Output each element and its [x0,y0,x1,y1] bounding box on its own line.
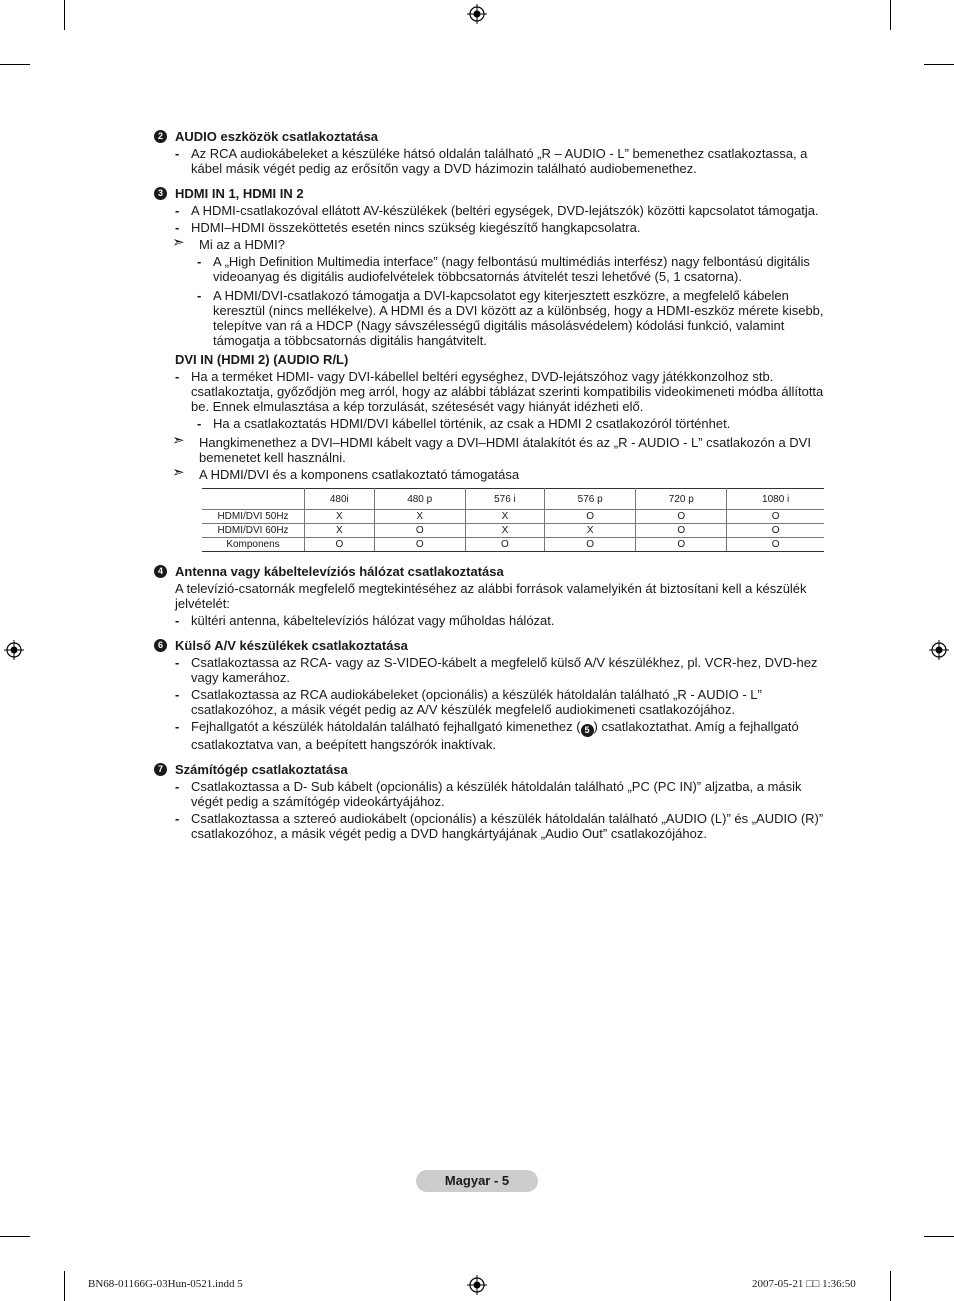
section-title: Antenna vagy kábeltelevíziós hálózat csatlakoztatása [175,564,504,579]
list-item: - A „High Definition Multimedia interface” (nagy felbontású multimédiás interfész) nagy felbontású digitális videoanyag és digitális audiofelvételek többcsatornás átvitelét teszi lehetővé (5, 1 csatorna). [197,254,810,284]
section-heading [154,638,826,653]
page-number-badge: Magyar - 5 [416,1170,538,1192]
table-header-row: 480i 480 p 576 i 576 p 720 p 1080 i [202,489,824,510]
list-item: - Csatlakoztassa a sztereó audiokábelt (opcionális) a készülék hátoldalán található „AUDIO (L)” és „AUDIO (R)” csatlakozóhoz, a másik végét pedig a DVD hangkártyájának „Audio Out” csatlakozójához. [175,811,824,841]
section-number-badge: 6 [154,639,167,652]
crop-mark [924,64,954,65]
registration-mark-icon [4,640,24,660]
list-item: - A HDMI/DVI-csatlakozó támogatja a DVI-kapcsolatot egy kiterjesztett eszközre, a megfelelő kábelen keresztül (nincs mellékelve). A HDMI és a DVI között az a különbség, hogy a HDMI-eszköz mérete kisebb, telepítve van rá a HDCP (Nagy sávszélességű digitális másolásvédelem) kódolási funkció, valamint támogatja a többcsatornás digitális hangátvitelt. [197,288,824,348]
list-item: - HDMI–HDMI összeköttetés esetén nincs szükség kiegészítő hangkapcsolatra. [175,220,641,235]
table-row: HDMI/DVI 60Hz X O X X O O [202,524,824,538]
list-item: - kültéri antenna, kábeltelevíziós hálózat vagy műholdas hálózat. [175,613,555,628]
note: ➣ Hangkimenethez a DVI–HDMI kábelt vagy a DVI–HDMI átalakítót és az „R - AUDIO - L” csatlakozón a DVI bemenetet kell használni. [172,432,811,465]
section-number-badge: 4 [154,565,167,578]
dvi-subheading: DVI IN (HDMI 2) (AUDIO R/L) [175,352,349,367]
crop-mark [890,0,891,30]
section-heading [154,129,826,144]
section-title: Számítógép csatlakoztatása [175,762,348,777]
section-title: Külső A/V készülékek csatlakoztatása [175,638,408,653]
list-item: - Csatlakoztassa az RCA- vagy az S-VIDEO-kábelt a megfelelő külső A/V készülékhez, pl. VCR-hez, DVD-hez vagy kamerához. [175,655,818,685]
section-heading [154,564,826,579]
table-row: Komponens O O O O O O [202,538,824,552]
registration-mark-icon [467,4,487,24]
section-heading [154,762,826,777]
inline-number-badge: 5 [581,724,594,737]
crop-mark [0,64,30,65]
note-arrow-icon: ➣ [172,432,185,449]
note: ➣ A HDMI/DVI és a komponens csatlakoztató támogatása [172,464,520,482]
section-number-badge: 2 [154,130,167,143]
note-arrow-icon: ➣ [172,234,185,251]
paragraph: A televízió-csatornák megfelelő megtekintéséhez az alábbi források valamelyikén át biztosítani kell a készülék jelvételét: [175,581,807,611]
print-timestamp: 2007-05-21 □□ 1:36:50 [752,1278,856,1290]
list-item: - Fejhallgatót a készülék hátoldalán található fejhallgató kimenethez ( 5 ) csatlakoztathat. Amíg a fejhallgató csatlakoztatva van, a beépített hangszórók inaktívak. [175,719,799,752]
section-heading [154,186,826,201]
table-row: HDMI/DVI 50Hz X X X O O O [202,510,824,524]
registration-mark-icon [929,640,949,660]
crop-mark [924,1236,954,1237]
section-title: AUDIO eszközök csatlakoztatása [175,129,379,144]
crop-mark [64,1271,65,1301]
file-info: BN68-01166G-03Hun-0521.indd 5 [88,1278,243,1290]
list-item: - Csatlakoztassa az RCA audiokábeleket (opcionális) a készülék hátoldalán található „R - AUDIO - L” csatlakozóhoz, a másik végét pedig az A/V készülék megfelelő audiokimeneti csatlakozójához. [175,687,762,717]
crop-mark [0,1236,30,1237]
list-item: - Ha a csatlakoztatás HDMI/DVI kábellel történik, az csak a HDMI 2 csatlakozóról történhet. [197,416,731,431]
section-number-badge: 3 [154,187,167,200]
note: ➣ Mi az a HDMI? [172,234,285,252]
registration-mark-icon [467,1275,487,1295]
list-item: - Csatlakoztassa a D- Sub kábelt (opcionális) a készülék hátoldalán található „PC (PC IN)” aljzatba, a másik végét pedig a számítógép videokártyájához. [175,779,802,809]
page-content [154,129,826,843]
list-item: - Az RCA audiokábeleket a készüléke hátsó oldalán található „R – AUDIO - L” bemenethez csatlakoztassa, a kábel másik végét pedig az erősítőn vagy a DVD házimozin található audiobemenethez. [175,146,808,176]
list-item: - A HDMI-csatlakozóval ellátott AV-készülékek (beltéri egységek, DVD-lejátszók) közötti kapcsolatot támogatja. [175,203,819,218]
section-number-badge: 7 [154,763,167,776]
list-item: - Ha a terméket HDMI- vagy DVI-kábellel beltéri egységhez, DVD-lejátszóhoz vagy játékkonzolhoz stb. csatlakoztatja, győződjön meg arról, hogy az alábbi táblázat szerinti kompatibilis videokimeneti módba állította be. Ennek elmulasztása a kép torzulását, szétesését vagy hiányát idézheti elő. [175,369,824,414]
section-title: HDMI IN 1, HDMI IN 2 [175,186,304,201]
crop-mark [890,1271,891,1301]
compatibility-table [202,488,824,552]
note-arrow-icon: ➣ [172,464,185,481]
crop-mark [64,0,65,30]
